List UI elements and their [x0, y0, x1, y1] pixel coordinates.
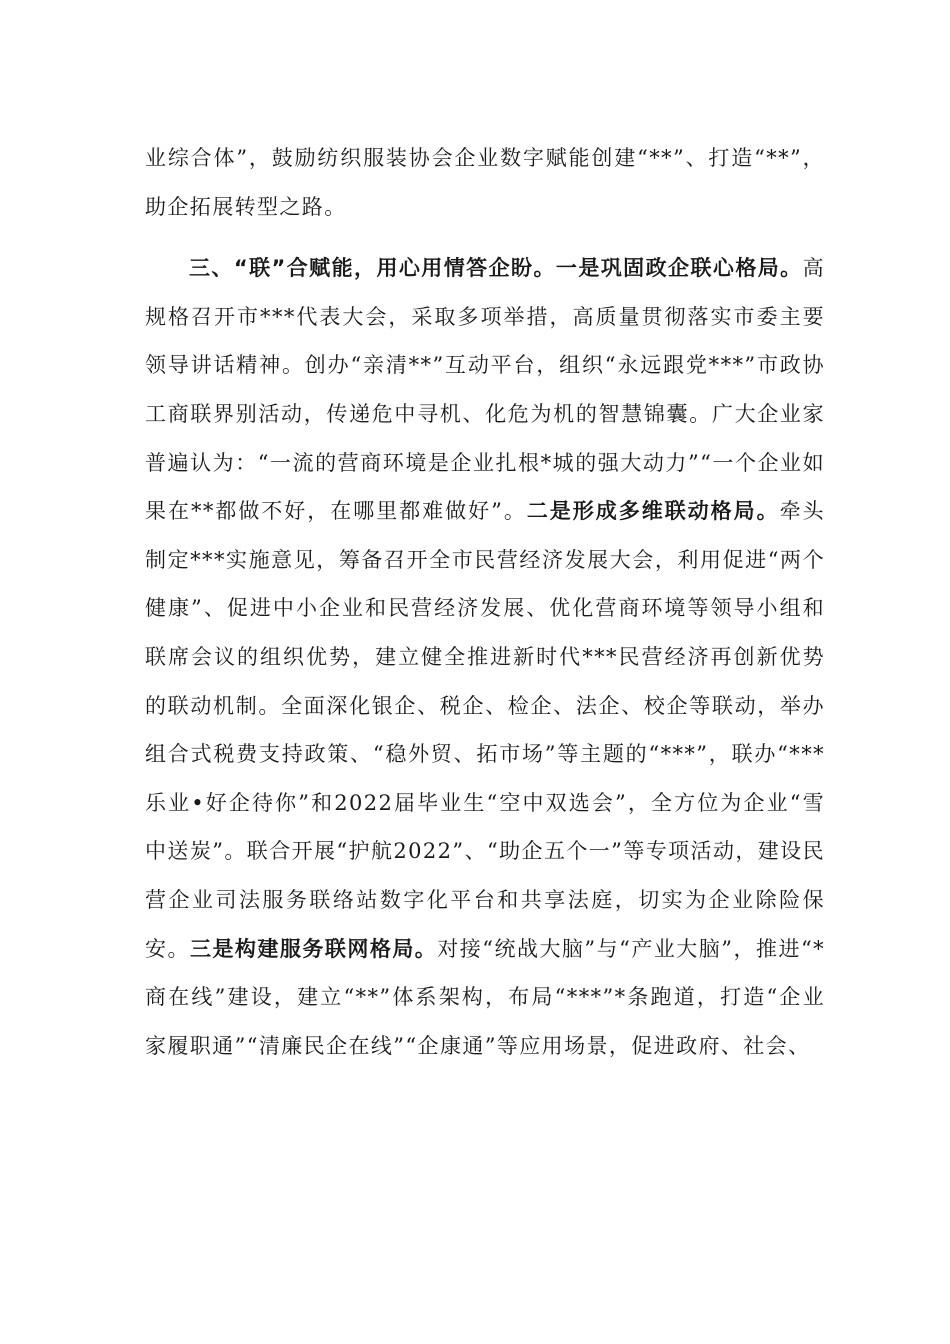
- point-2-text: 牵头制定***实施意见，筹备召开全市民营经济发展大会，利用促进“两个健康”、促进中小企业和民营经济发展、优化营商环境等领导小组和联席会议的组织优势，建立健全推进新时代***民营经济再创新优势的联动机制。全面深化银企、税企、检企、法企、校企等联动，举办组合式税费支持政策、“稳外贸、拓市场”等主题的“***”，联办“***乐业•好企待你”和2022届毕业生“空中双选会”，全方位为企业“雪中送炭”。联合开展“护航2022”、“助企五个一”等专项活动，建设民营企业司法服务联络站数字化平台和共享法庭，切实为企业除险保安。: [145, 499, 825, 961]
- point-1-text: 高规格召开市***代表大会，采取多项举措，高质量贯彻落实市委主要领导讲话精神。创办“亲清**”互动平台，组织“永远跟党***”市政协工商联界别活动，传递危中寻机、化危为机的智慧锦囊。广大企业家普遍认为：“一流的营商环境是企业扎根*城的强大动力”“一个企业如果在**都做不好，在哪里都难做好”。: [145, 256, 826, 524]
- document-body: [145, 134, 825, 1070]
- point-1-title: 一是巩固政企联心格局。: [555, 256, 803, 281]
- paragraph-1-text: 业综合体”，鼓励纺织服装协会企业数字赋能创建“**”、打造“**”，助企拓展转型之路。: [145, 146, 825, 219]
- point-2-title: 二是形成多维联动格局。: [526, 499, 780, 524]
- paragraph-continuation: [145, 134, 825, 231]
- section-heading: 三、“联”合赋能，用心用情答企盼。: [189, 256, 556, 281]
- point-3-text: 对接“统战大脑”与“产业大脑”，推进“*商在线”建设，建立“**”体系架构，布局“***”*条跑道，打造“企业家履职通”“清廉民企在线”“企康通”等应用场景，促进政府、社会、: [145, 936, 825, 1058]
- point-3-title: 三是构建服务联网格局。: [189, 936, 438, 961]
- paragraph-section-three: [145, 244, 825, 1070]
